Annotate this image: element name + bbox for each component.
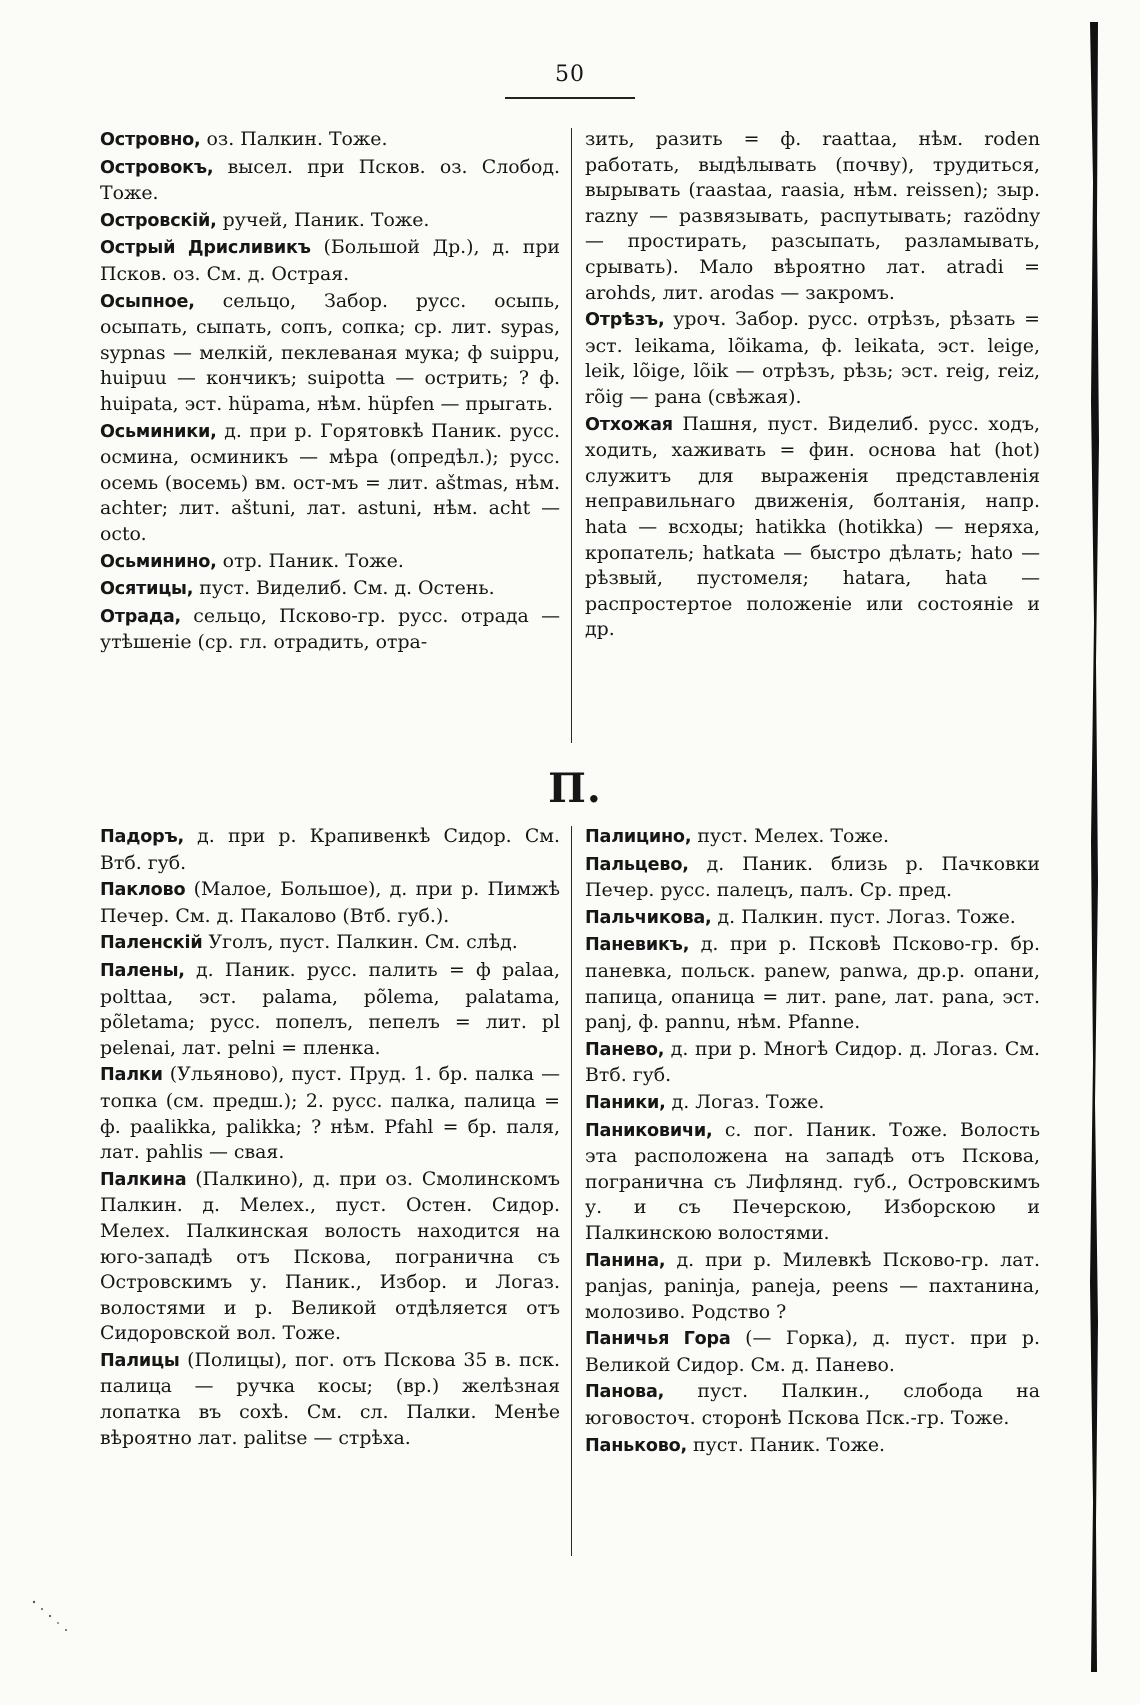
entry-text: ручей, Паник. Тоже.: [216, 208, 430, 231]
dictionary-entry: [100, 824, 560, 876]
dictionary-entry: [100, 155, 560, 207]
dictionary-entry: [585, 1379, 1040, 1431]
entry-text: пуст. Палкин., слобода на юговосточ. сторонѣ Пскова Пск.-гр. Тоже.: [585, 1380, 1040, 1430]
page-number: 50: [555, 62, 585, 87]
entry-text: пуст. Виделиб. См. д. Остень.: [193, 577, 495, 600]
dictionary-entry: [585, 1248, 1040, 1326]
entry-headword: Островокъ,: [100, 157, 214, 178]
entry-headword: Падоръ,: [100, 827, 184, 847]
entry-headword: Панево,: [585, 1039, 665, 1060]
dictionary-entry: [100, 930, 560, 957]
dictionary-entry: [585, 412, 1040, 643]
entry-text: (Малое, Большое), д. при р. Пимжѣ Печер. См. д. Пакалово (Втб. губ.).: [100, 878, 560, 927]
entry-text: д. при р. Крапивенкѣ Сидор. См. Втб. губ.: [100, 825, 560, 874]
dictionary-entry: [585, 1326, 1040, 1378]
entry-headword: Палены,: [100, 960, 185, 981]
dictionary-entry: [100, 235, 560, 287]
entry-headword: Пальцево,: [585, 854, 689, 875]
entry-text: Пашня, пуст. Виделиб. русс. ходъ, ходить, хаживать = фин. основа hat (hot) служитъ для выраженія представленія неправильнаго движенія, болтанія, напр. hata — всходы; hatikka (hotikka) — неряха, кропатель; hatkata — быстро дѣлать; hato — рѣзвый, пустомеля; hatara, hata — распростертое положеніе или состояніе и др.: [585, 412, 1040, 641]
dictionary-entry: [100, 419, 560, 548]
entry-text: с. пог. Паник. Тоже. Волость эта расположена на западѣ отъ Пскова, погранична съ Лифлянд. губ., Островскимъ у. и съ Печерскою, Изборскою и Палкинскою волостями.: [585, 1118, 1040, 1244]
entry-text: (Ульяново), пуст. Пруд. 1. бр. палка — топка (см. предш.); 2. русс. палка, палица = ф. paalikka, palikka; ? нѣм. Pfahl = бр. паля, лат. pahlis — свая.: [100, 1063, 560, 1164]
entry-text: высел. при Псков. оз. Слобод. Тоже.: [100, 155, 560, 205]
entry-headword: Осьминики,: [100, 421, 217, 442]
entry-headword: Паничья Гора: [585, 1329, 731, 1350]
entry-text: д. при р. Псковѣ Псково-гр. бр. паневка, польск. panew, panwa, др.р. опани, папица, опаница = лит. pane, лат. pana, эст. panj, ф. pannu, нѣм. Pfanne.: [585, 933, 1040, 1034]
entry-text: сельцо, Псково-гр. русс. отрада — утѣшеніе (ср. гл. отрадить, отра-: [100, 604, 560, 654]
entry-text: (— Горка), д. пуст. при р. Великой Сидор. См. д. Панево.: [585, 1327, 1040, 1376]
dictionary-entry: [100, 604, 560, 656]
entry-headword: Палицы: [100, 1350, 180, 1371]
entry-headword: Островскій,: [100, 210, 217, 231]
top-left-column: [100, 127, 560, 657]
entry-headword: Палицино,: [585, 827, 692, 847]
page-edge-shadow: [1086, 22, 1102, 1672]
entry-text: д. Логаз. Тоже.: [665, 1090, 825, 1113]
dictionary-entry: [585, 1433, 1040, 1460]
bottom-right-column: [585, 824, 1040, 1460]
dictionary-entry: [100, 1348, 560, 1451]
dictionary-entry: [100, 289, 560, 418]
dictionary-entry: [100, 1062, 560, 1165]
entry-text: д. Паник. русс. палить = ф palaa, polttaa, эст. palama, põlema, palatama, põletama; русс. попелъ, пепелъ = лит. pl pelenai, лат. pelni = пленка.: [100, 958, 560, 1059]
entry-headword: Пальчикова,: [585, 907, 712, 928]
entry-headword: Паневикъ,: [585, 935, 690, 956]
dictionary-entry: [585, 307, 1040, 410]
dictionary-entry: [585, 1118, 1040, 1247]
entry-headword: Паники,: [585, 1092, 666, 1113]
entry-text: отр. Паник. Тоже.: [216, 549, 404, 572]
entry-headword: Отрада,: [100, 606, 181, 627]
entry-text: (Большой Др.), д. при Псков. оз. См. д. Острая.: [100, 236, 560, 285]
dictionary-entry: [100, 127, 560, 154]
entry-headword: Паньково,: [585, 1435, 688, 1456]
entry-text: пуст. Паник. Тоже.: [687, 1433, 886, 1456]
entry-continuation: зить, разить = ф. raattaa, нѣм. roden работать, выдѣлывать (почву), трудиться, вырывать (raastaa, raasia, нѣм. reissen); зыр. razny — развязывать, распутывать; razödny — простирать, разсыпать, разламывать, срывать). Мало вѣроятно лат. atradi = arohds, лит. arodas — закромъ.: [585, 128, 1040, 304]
entry-headword: Островно,: [100, 130, 201, 150]
entry-headword: Паклово: [100, 880, 186, 901]
dictionary-entry: [585, 932, 1040, 1035]
dictionary-entry: [585, 1090, 1040, 1117]
entry-text: д. при р. Милевкѣ Псково-гр. лат. panjas, paninja, paneja, peens — пахтанина, молозиво. Родство ?: [585, 1248, 1040, 1323]
entry-text: (Палкино), д. при оз. Смолинскомъ Палкин. д. Мелех., пуст. Остен. Сидор. Мелех. Палкинская волость находится на юго-западѣ отъ Пскова, погранична съ Островскимъ у. Паник., Избор. и Логаз. волостями и р. Великой отдѣляется отъ Сидоровской вол. Тоже.: [100, 1167, 560, 1345]
dictionary-entry: [100, 576, 560, 603]
entry-headword: Осьминино,: [100, 551, 217, 572]
dictionary-entry: [585, 905, 1040, 932]
dictionary-entry: [100, 208, 560, 235]
entry-headword: Осятицы,: [100, 579, 194, 600]
entry-headword: Отрѣзъ,: [585, 310, 665, 331]
bottom-left-column: [100, 824, 560, 1452]
entry-headword: Палки: [100, 1065, 163, 1086]
entry-text: оз. Палкин. Тоже.: [200, 128, 388, 150]
page-number-rule: [505, 97, 635, 99]
entry-headword: Паниковичи,: [585, 1120, 713, 1141]
ink-speck-mark: [30, 1598, 74, 1638]
entry-text: д. при р. Многѣ Сидор. д. Логаз. См. Втб. губ.: [585, 1037, 1040, 1087]
dictionary-entry: [585, 852, 1040, 904]
entry-headword: Паленскій: [100, 933, 203, 954]
dictionary-entry: [585, 1037, 1040, 1089]
entry-text: (Полицы), пог. отъ Пскова 35 в. пск. палица — ручка косы; (вр.) желѣзная лопатка въ сохѣ. См. сл. Палки. Менѣе вѣроятно лат. palitse — стрѣха.: [100, 1348, 560, 1449]
entry-text: Уголъ, пуст. Палкин. См. слѣд.: [202, 931, 518, 954]
entry-headword: Панова,: [585, 1382, 665, 1403]
entry-text: д. Палкин. пуст. Логаз. Тоже.: [711, 905, 1016, 928]
section-letter: П.: [548, 765, 602, 812]
dictionary-entry: [585, 824, 1040, 851]
column-divider: [571, 128, 572, 743]
dictionary-entry: [100, 877, 560, 929]
dictionary-entry: [100, 958, 560, 1061]
top-right-column: [585, 127, 1040, 644]
entry-text: сельцо, Забор. русс. осыпь, осыпать, сыпать, сопъ, сопка; ср. лит. sypas, sypnas — мелкій, пеклеваная мука; ф suippu, huipuu — кончикъ; suipotta — острить; ? ф. huipata, эст. hüpama, нѣм. hüpfen — прыгать.: [100, 289, 560, 415]
dictionary-entry: [100, 549, 560, 576]
entry-headword: Палкина: [100, 1169, 187, 1190]
entry-headword: Осыпное,: [100, 291, 195, 312]
dictionary-entry: [100, 1167, 560, 1347]
entry-text: пуст. Мелех. Тоже.: [691, 825, 889, 847]
entry-text: д. при р. Горятовкѣ Паник. русс. осмина, осминикъ — мѣра (опредѣл.); русс. осемь (восемь) вм. ост-мъ = лит. aštmas, нѣм. achter; лит. aštuni, лат. astuni, нѣм. acht — octo.: [100, 419, 560, 545]
entry-text: д. Паник. близь р. Пачковки Печер. русс. палецъ, палъ. Ср. пред.: [585, 852, 1040, 902]
column-divider: [571, 826, 572, 1556]
entry-headword: Острый Дрисливикъ: [100, 238, 311, 259]
entry-headword: Панина,: [585, 1250, 666, 1271]
entry-text: уроч. Забор. русс. отрѣзъ, рѣзать = эст. leikama, lõikama, ф. leikata, эст. leige, leik, lõige, lõik — отрѣзъ, рѣзь; эст. reig, reiz, rõig — рана (свѣжая).: [585, 308, 1040, 408]
entry-headword: Отхожая: [585, 414, 673, 435]
